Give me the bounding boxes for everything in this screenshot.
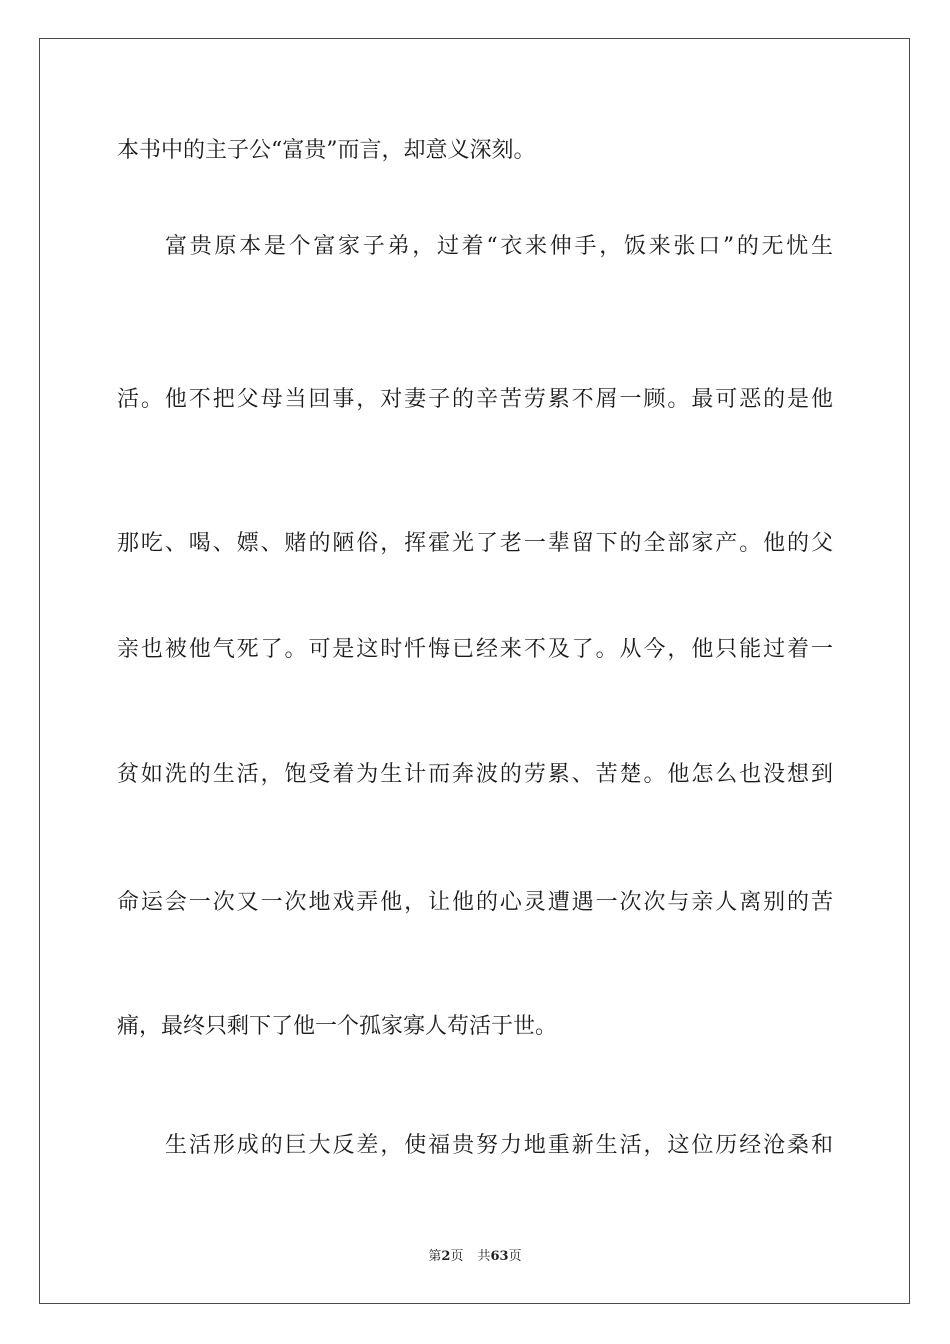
page-border — [39, 38, 910, 1304]
text-line-4: 那吃、喝、嫖、赌的陋俗，挥霍光了老一辈留下的全部家产。他的父 — [117, 531, 833, 556]
text-line-8: 痛，最终只剩下了他一个孤家寡人苟活于世。 — [117, 1014, 558, 1039]
total-prefix: 共 — [477, 1249, 491, 1264]
total-suffix: 页 — [508, 1249, 522, 1264]
page-prefix: 第 — [428, 1249, 442, 1264]
total-pages: 63 — [490, 1249, 509, 1264]
text-line-3: 活。他不把父母当回事，对妻子的辛苦劳累不屑一顾。最可恶的是他 — [117, 387, 833, 412]
page-suffix: 页 — [450, 1249, 464, 1264]
text-line-2: 富贵原本是个富家子弟，过着“衣来伸手，饭来张口”的无忧生 — [165, 234, 833, 259]
text-line-7: 命运会一次又一次地戏弄他，让他的心灵遭遇一次次与亲人离别的苦 — [117, 890, 833, 915]
text-line-1: 本书中的主子公“富贵”而言，却意义深刻。 — [117, 138, 536, 163]
text-line-6: 贫如洗的生活，饱受着为生计而奔波的劳累、苦楚。他怎么也没想到 — [117, 762, 833, 787]
text-line-9: 生活形成的巨大反差，使福贵努力地重新生活，这位历经沧桑和 — [165, 1133, 833, 1158]
text-line-5: 亲也被他气死了。可是这时忏悔已经来不及了。从今，他只能过着一 — [117, 637, 833, 662]
page-footer — [0, 1245, 950, 1264]
page-number: 2 — [441, 1249, 451, 1264]
